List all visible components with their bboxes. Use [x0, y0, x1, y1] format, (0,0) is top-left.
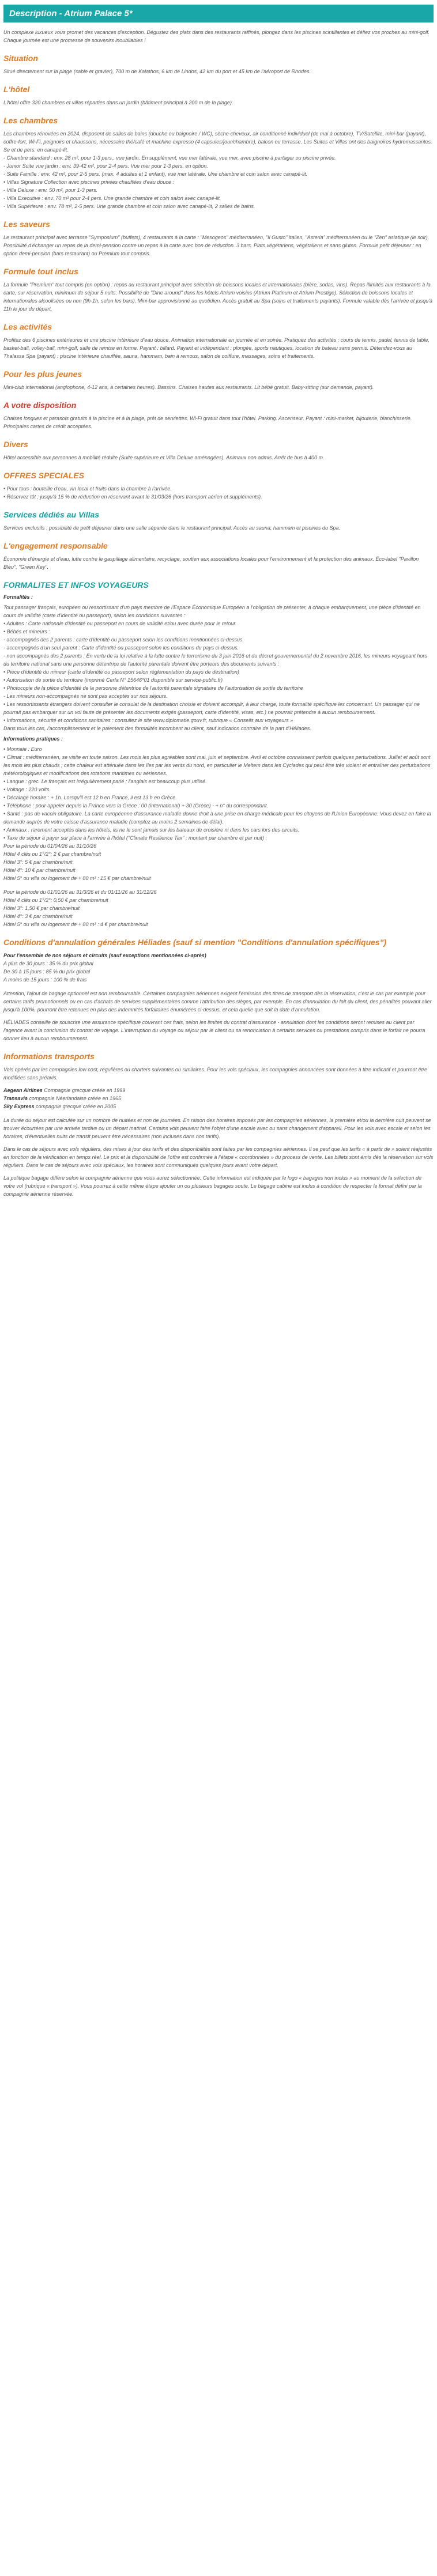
formalites-line: • Informations, sécurité et conditions sanitaires : consultez le site www.diplomatie.gouv.fr, rubrique « Conseils aux voyageurs » [3, 717, 293, 723]
annulation-line: A moins de 15 jours : 100 % de frais [3, 977, 87, 983]
annulation-line: A plus de 30 jours : 35 % du prix global [3, 961, 93, 966]
chambres-line: - Junior Suite vue jardin : env. 39-42 m², pour 2-4 pers. Vue mer pour 1-3 pers. en option. [3, 163, 208, 169]
hotel-heading: L'hôtel [3, 85, 30, 94]
chambres-line: - Villa Supérieure : env. 78 m², 2-5 pers. Une grande chambre et coin salon avec canapé-lit, 2 salles de bains. [3, 203, 255, 209]
infos-line: • Décalage horaire : + 1h. Lorsqu'il est 12 h en France, il est 13 h en Grèce. [3, 795, 177, 800]
disposition-heading: A votre disposition [3, 401, 77, 410]
transports-para: La politique bagage diffère selon la compagnie aérienne que vous aurez sélectionnée. Cette information est indiquée par le logo « bagages non inclus » au moment de la sélection de votre vol (rubrique « transport »). Vous pourrez à cette même étape ajouter un ou plusieurs bagages soute. Le bagage cabine est inclus à condition de respecter le format défini par la compagnie aérienne réservée. [3, 1175, 422, 1197]
page [0, 5, 437, 1198]
infos-line: Pour la période du 01/01/26 au 31/3/26 et du 01/11/26 au 31/12/26 [3, 889, 157, 895]
formalites-line: • Pièce d'identité du mineur (carte d'identité ou passeport selon réglementation du pays de destination) [3, 669, 239, 675]
offres-heading: OFFRES SPECIALES [3, 471, 85, 480]
formule-text: La formule "Premium" tout compris (en option) : repas au restaurant principal avec sélection de boissons locales et internationales (bière, sodas, vins). Repas illimités aux restaurants à la carte, sur réservation, minimum de séjour 5 nuits. Possibilité de "Dine around" dans les hôtels Atrium voisins (Atrium Platinum et Atrium Prestige). Sélection de boissons locales et internationales alcoolisées ou non (9h-1h, selon les bars). Mini-bar approvisionné au quotidien. Accès gratuit au Spa (soins et traitements payants). Formule valable dès l'arrivée et jusqu'à 11h le jour du départ. [3, 282, 433, 312]
formalites-label: Formalités : [3, 594, 33, 600]
infos-line: • Santé : pas de vaccin obligatoire. La carte européenne d'assurance maladie donne droit à une prise en charge médicale pour les citoyens de l'Union Européenne. Vous devez en faire la demande auprès de votre caisse d'assurance maladie (comptez au moins 2 semaines de délai). [3, 811, 431, 825]
annulation-para: Attention, l'ajout de bagage optionnel est non remboursable. Certaines compagnies aériennes exigent l'émission des titres de transport dès la réservation, c'est le cas par exemple pour certains tarifs promotionnels ou en cas d'achats de services supplémentaires comme l'attribution des sièges, par exemple. En cas d'annulation du fait du client, des pénalités pouvant aller jusqu'à 100%, pourront être retenues en plus des indemnités forfaitaires énumérées ci-dessus, et cela quelle que soit la date d'annulation. [3, 991, 432, 1013]
infos-line: • Monnaie : Euro [3, 746, 42, 752]
formalites-line: Dans tous les cas, l'accomplissement et le paiement des formalités incombent au client, sauf indication contraire de la part d'Héliades. [3, 726, 311, 731]
formalites-line: - Les mineurs non-accompagnés ne sont pas acceptés sur nos séjours. [3, 693, 168, 699]
transports-text: Vols opérés par les compagnies low cost, régulières ou charters suivantes ou similaires. Pour les vols spéciaux, les compagnies annoncées sont données à titre indicatif et pourront être modifiées sans préavis. [3, 1067, 428, 1081]
airline-desc: Compagnie grecque créée en 1999 [42, 1087, 126, 1093]
formalites-line: - non accompagnés des 2 parents : En vertu de la loi relative à la lutte contre le terrorisme du 3 juin 2016 et du décret gouvernemental du 2 novembre 2016, les mineurs voyageant hors du territoire national sans une personne détentrice de l'autorité parentale doivent être porteurs des documents suivants : [3, 653, 427, 667]
formalites-line: • Les ressortissants étrangers doivent consulter le consulat de la destination choisie et doivent accomplir, à leur charge, toute formalité spécifique les concernant. Un passager qui ne pourrait pas embarquer sur un vol faute de présenter les documents exigés (passeport, carte d'identité, visas, etc.) ne pourrait prétendre à aucun remboursement. [3, 701, 420, 715]
situation-heading: Situation [3, 54, 38, 63]
infos-line: • Taxe de séjour à payer sur place à l'arrivée à l'hôtel ("Climate Resilience Tax" ; montant par chambre et par nuit) : [3, 835, 268, 841]
chambres-line: - Suite Famille : env. 42 m², pour 2-5 pers. (max. 4 adultes et 1 enfant), vue mer latérale. Une chambre et coin salon avec canapé-lit. [3, 171, 308, 177]
spacer [3, 1111, 434, 1116]
formalites-line: • Adultes : Carte nationale d'identité ou passeport en cours de validité et/ou avec durée pour le retour. [3, 621, 237, 626]
offres-line: • Pour tous : bouteille d'eau, vin local et fruits dans la chambre à l'arrivée. [3, 486, 172, 492]
offres-list [3, 485, 434, 501]
transports-para: Dans le cas de séjours avec vols réguliers, des mises à jour des tarifs et des disponibilités sont faites par les compagnies aériennes. Il se peut que les tarifs « à partir de » soient réajustés en fonction de la vérification en temps réel. Le prix et la disponibilité de l'offre est confirmée à l'étape « coordonnées » du process de vente. Les billets sont émis dès la réservation sur vols réguliers. Dans le cas de séjours avec vols spéciaux, les horaires sont communiqués quelques jours avant votre départ. [3, 1146, 434, 1168]
infos-line: Hôtel 5° ou villa ou logement de + 80 m² : 15 € par chambre/nuit [3, 875, 151, 881]
airline-name: Aegean Airlines [3, 1087, 43, 1093]
situation-text: Situé directement sur la plage (sable et gravier), 700 m de Kalathos, 6 km de Lindos, 42 km du port et 45 km de l'aéroport de Rhodes. [3, 69, 311, 74]
infos-line: • Voltage : 220 volts. [3, 787, 51, 792]
chambres-heading: Les chambres [3, 116, 58, 125]
hotel-text: L'hôtel offre 320 chambres et villas réparties dans un jardin (bâtiment principal à 200 m de la plage). [3, 100, 233, 105]
annulation-heading: Conditions d'annulation générales Héliades (sauf si mention "Conditions d'annulation spécifiques") [3, 938, 386, 947]
formalites-line: - accompagnés d'un seul parent : Carte d'identité ou passeport selon les conditions du pays ci-dessus. [3, 645, 239, 651]
jeunes-text: Mini-club international (anglophone, 4-12 ans, à certaines heures). Bassins. Chaises hautes aux restaurants. Lit bébé gratuit. Baby-sitting (sur demande, payant). [3, 384, 374, 390]
spacer [3, 984, 434, 989]
infos-line: • Climat : méditerranéen, se visite en toute saison. Les mois les plus agréables sont mai, juin et septembre. Avril et octobre connaissent parfois quelques perturbations. Juillet et août sont les mois les plus chauds ; cette chaleur est atténuée dans les îles par les vents du nord, en particulier le Meltem dans les Cyclades qui peut être très violent et entraîner des perturbations météorologiques et modifications des rotations maritimes ou aériennes. [3, 754, 431, 776]
infos-line: • Téléphone : pour appeler depuis la France vers la Grèce : 00 (international) + 30 (Grèce) - + n° du correspondant. [3, 803, 268, 809]
formalites-line: • Photocopie de la pièce d'identité de la personne détentrice de l'autorité parentale signataire de l'autorisation de sortie du territoire [3, 685, 303, 691]
chambres-line: • Villas Signature Collection avec piscines privées chauffées d'eau douce : [3, 179, 174, 185]
formalites-line: - accompagnés des 2 parents : carte d'identité ou passeport selon les conditions mentionnées ci-dessus. [3, 637, 244, 643]
chambres-line: - Chambre standard : env. 28 m², pour 1-3 pers., vue jardin. En supplément, vue mer latérale, vue mer, avec piscine à partager ou piscine privée. [3, 155, 336, 161]
spacer [3, 882, 434, 888]
villas-heading: Services dédiés au Villas [3, 510, 100, 519]
chambres-line: - Villa Deluxe : env. 50 m², pour 1-3 pers. [3, 187, 98, 193]
jeunes-heading: Pour les plus jeunes [3, 369, 82, 379]
engagement-heading: L'engagement responsable [3, 541, 108, 550]
annulation-line: Pour l'ensemble de nos séjours et circuits (sauf exceptions mentionnées ci-après) [3, 953, 206, 958]
airline-item [3, 1094, 434, 1102]
offres-line: • Réservez tôt : jusqu'à 15 % de réduction en réservant avant le 31/03/26 (hors transport aérien et suppléments). [3, 494, 262, 500]
intro-text: Un complexe luxueux vous promet des vacances d'exception. Dégustez des plats dans des restaurants raffinés, plongez dans les piscines scintillantes et défiez vos proches au mini-golf. Chaque journée est une promesse de souvenirs inoubliables ! [3, 29, 430, 43]
activites-heading: Les activités [3, 322, 52, 331]
infos-line: Hôtel 4 clés ou 1°/2°: 0,50 € par chambre/nuit [3, 897, 108, 903]
infos-line: Hôtel 3°: 1,50 € par chambre/nuit [3, 905, 80, 911]
engagement-text: Économie d'énergie et d'eau, lutte contre le gaspillage alimentaire, recyclage, soutien aux associations locales pour l'environnement et la protection des animaux. Éco-label "Pavillon Bleu", "Green Key". [3, 556, 419, 570]
annulation-list [3, 951, 434, 984]
infos-line: Hôtel 5° ou villa ou logement de + 80 m² : 4 € par chambre/nuit [3, 921, 148, 927]
chambres-list [3, 130, 434, 210]
transports-para: La durée du séjour est calculée sur un nombre de nuitées et non de journées. En raison des horaires imposés par les compagnies aériennes, la première et/ou la dernière nuit peuvent se trouver écourtées par une arrivée tardive ou un départ matinal. Certains vols peuvent faire l'objet d'une escale avec ou sans changement d'appareil. Pour les vols avec escale et selon les horaires, d'éventuelles nuits de transit peuvent être nécessaires (non incluses dans nos tarifs). [3, 1117, 431, 1139]
formalites-heading: FORMALITES ET INFOS VOYAGEURS [3, 580, 149, 590]
infos-line: • Langue : grec. Le français est irrégulièrement parlé ; l'anglais est beaucoup plus utilisé. [3, 779, 207, 784]
infos-line: Hôtel 4°: 3 € par chambre/nuit [3, 913, 73, 919]
saveurs-text: Le restaurant principal avec terrasse "Symposium" (buffets), 4 restaurants à la carte : "Mesogeos" méditerranéen, "Il Gusto" italien, "Asteria" méditerranéen ou le "Zen" asiatique (le soir). Possibilité d'échanger un repas de la demi-pension contre un repas à la carte avec bon de réduction. 3 bars. Plats végétariens, végétaliens et sans gluten. Formule petit déjeuner : en option demi-pension (bars restaurant) ou Premium tout compris. [3, 235, 430, 256]
divers-text: Hôtel accessible aux personnes à mobilité réduite (Suite supérieure et Villa Deluxe aménagées). Animaux non admis. Arrêt de bus à 400 m. [3, 455, 325, 460]
villas-text: Services exclusifs : possibilité de petit déjeuner dans une salle séparée dans le restaurant principal. Accès au sauna, hammam et piscines du Spa. [3, 525, 340, 531]
formalites-line: Tout passager français, européen ou ressortissant d'un pays membre de l'Espace Économique Européen a l'obligation de présenter, à chaque embarquement, une pièce d'identité en cours de validité (carte d'identité ou passeport), selon les conditions suivantes : [3, 605, 421, 618]
annulation-para: HÉLIADES conseille de souscrire une assurance spécifique couvrant ces frais, selon les limites du contrat d'assurance - annulation dont les conditions seront remises au client par l'agence avant la conclusion du contrat de voyage. L'interruption du voyage ou séjour par le client ou sa renonciation à certains services ou prestations compris dans le forfait ne pourra donner lieu à aucun remboursement. [3, 1019, 425, 1041]
airline-item [3, 1086, 434, 1094]
transports-heading: Informations transports [3, 1052, 95, 1061]
chambres-line: - Villa Executive : env. 70 m² pour 2-4 pers. Une grande chambre et coin salon avec canapé-lit. [3, 195, 221, 201]
saveurs-heading: Les saveurs [3, 220, 50, 229]
airlines-list [3, 1086, 434, 1111]
infos-pratiques-label: Informations pratiques : [3, 736, 63, 742]
divers-heading: Divers [3, 440, 28, 449]
infos-line: Hôtel 4°: 10 € par chambre/nuit [3, 867, 76, 873]
activites-text: Profitez des 6 piscines extérieures et une piscine intérieure d'eau douce. Animation internationale en journée et en soirée. Pratiquez des activités : cours de tennis, padel, tennis de table, basket-ball, volley-ball, mini-golf, salle de remise en forme. Payant : billard. Payant et indépendant : plongée, sports nautiques, location de bateau sans permis. Détendez-vous au Thalassa Spa (payant) : piscine intérieure chauffée, sauna, hammam, bain à remous, salon de coiffure, massages, soins et traitements. [3, 337, 430, 359]
formalites-list [3, 603, 434, 732]
formalites-line: • Autorisation de sortie du territoire (imprimé Cerfa N° 15646*01 disponible sur service-public.fr) [3, 677, 223, 683]
disposition-text: Chaises longues et parasols gratuits à la piscine et à la plage, prêt de serviettes. Wi-Fi gratuit dans tout l'hôtel. Parking. Ascenseur. Payant : mini-market, bijouterie, blanchisserie. Principales cartes de crédit acceptées. [3, 416, 412, 429]
airline-desc: compagnie grecque créée en 2005 [34, 1104, 116, 1109]
airline-name: Sky Express [3, 1104, 35, 1109]
airline-desc: compagnie Néerlandaise créée en 1965 [27, 1096, 121, 1101]
infos-line: Hôtel 4 clés ou 1°/2°: 2 € par chambre/nuit [3, 851, 101, 857]
chambres-line: Les chambres rénovées en 2024, disposent de salles de bains (douche ou baignoire / WC), sèche-cheveux, air conditionné individuel (de mai à octobre), TV/Satellite, mini-bar (payant), coffre-fort, Wi-Fi, peignoirs et chaussons, nécessaire thé/café et machine expresso (4 capsules/jour/chambre), balcon ou terrasse. Les Suites et Villas ont des baignoires hydromassantes. Se et de pers. en canapé-lit. [3, 131, 432, 153]
annulation-line: De 30 à 15 jours : 85 % du prix global [3, 969, 91, 975]
description-banner: Description - Atrium Palace 5* [3, 5, 434, 22]
airline-name: Transavia [3, 1096, 28, 1101]
infos-pratiques-list [3, 745, 434, 928]
formule-heading: Formule tout inclus [3, 267, 78, 276]
infos-line: Pour la période du 01/04/26 au 31/10/26 [3, 843, 97, 849]
infos-line: Hôtel 3°: 5 € par chambre/nuit [3, 859, 73, 865]
formalites-line: • Bébés et mineurs : [3, 629, 50, 634]
airline-item [3, 1102, 434, 1111]
infos-line: • Animaux : rarement acceptés dans les hôtels, ils ne le sont jamais sur les bateaux de croisière ni dans les cars lors des circuits. [3, 827, 300, 833]
